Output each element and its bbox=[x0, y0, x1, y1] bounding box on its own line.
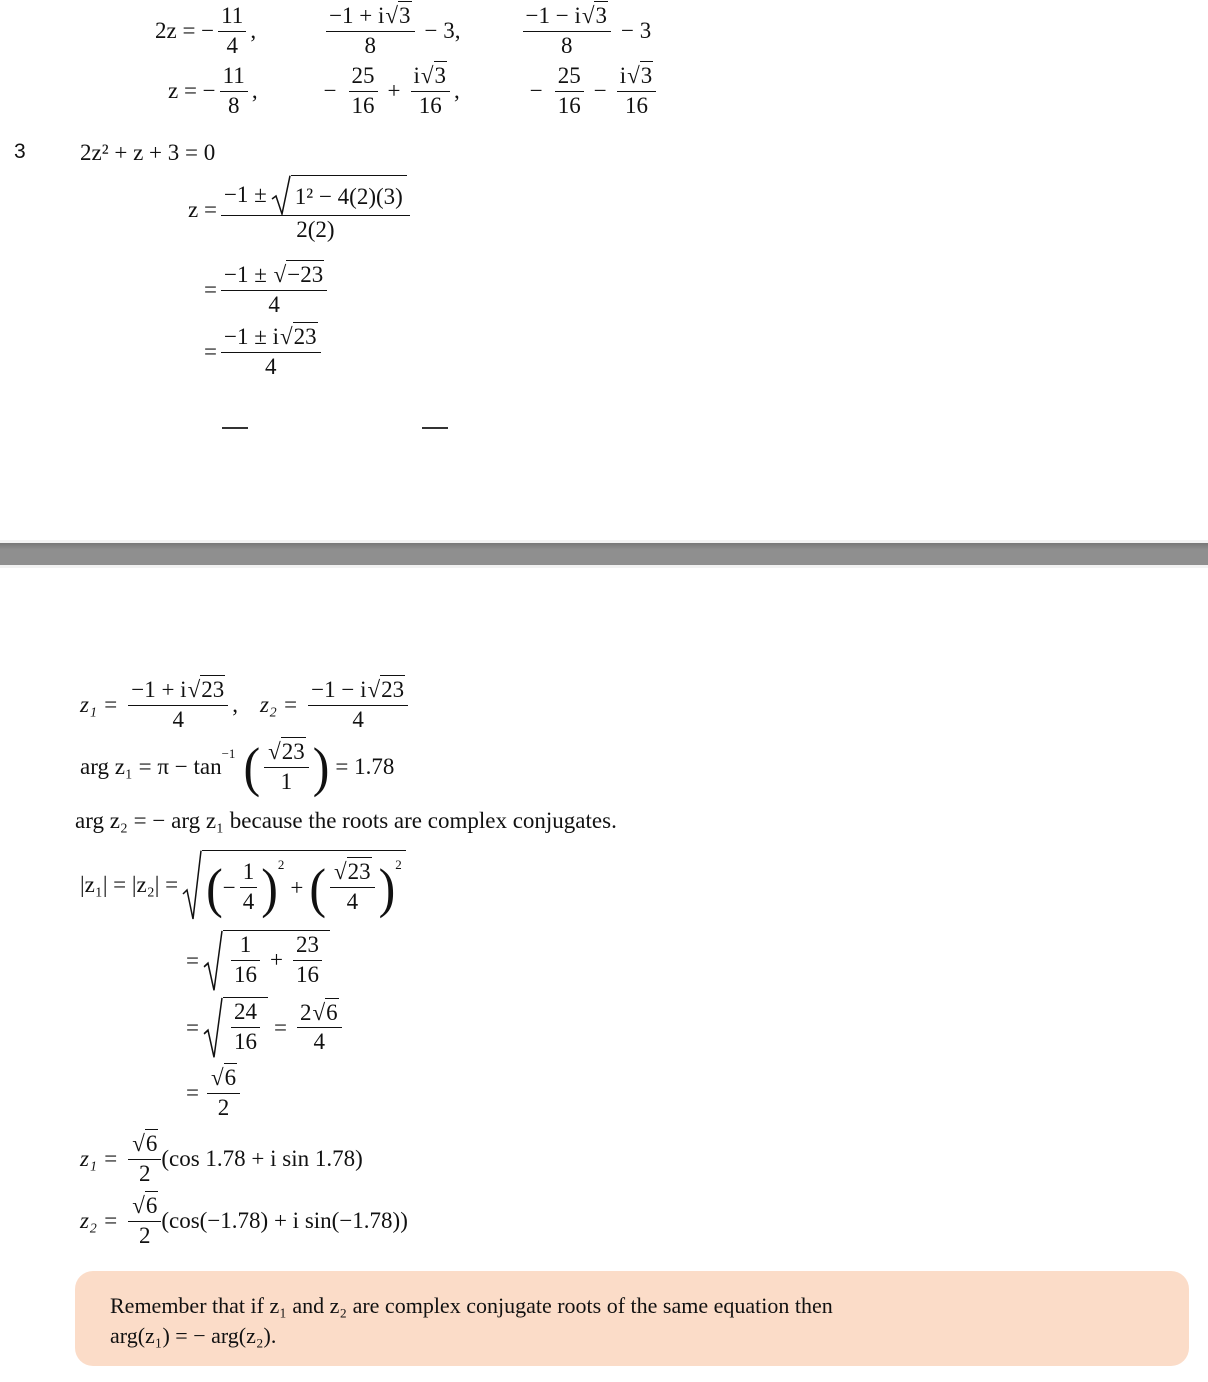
math-token: 23 bbox=[293, 931, 322, 961]
math-token: 11 bbox=[220, 62, 248, 92]
math-token: 25 bbox=[349, 62, 378, 92]
radical-sign-icon bbox=[271, 175, 291, 215]
lhs: z = − bbox=[168, 78, 216, 104]
math-token: √ bbox=[627, 63, 640, 88]
math-token: 3 bbox=[640, 63, 653, 88]
math-token: z₂ = bbox=[259, 692, 299, 718]
comma: , bbox=[454, 78, 460, 104]
math-token: √ bbox=[312, 999, 326, 1025]
sign: − bbox=[323, 78, 337, 104]
math-token: − bbox=[222, 874, 236, 900]
lhs: 2z = − bbox=[155, 18, 215, 44]
roots-row bbox=[80, 676, 412, 735]
page-separator bbox=[0, 540, 1208, 568]
radical-sign-icon bbox=[203, 930, 223, 992]
math-token: 3 bbox=[399, 3, 411, 28]
math-token: 3 bbox=[434, 63, 447, 88]
math-token: 2 bbox=[395, 857, 402, 872]
math-token: z₁ = bbox=[80, 692, 119, 718]
math-token bbox=[0, 543, 1208, 565]
math-token bbox=[128, 1192, 161, 1251]
fraction bbox=[220, 62, 248, 121]
fraction bbox=[308, 676, 408, 735]
math-token: 4 bbox=[265, 353, 277, 379]
math-token: z₂ = bbox=[80, 1208, 119, 1234]
math-token: = 1.78 bbox=[335, 754, 395, 780]
fraction bbox=[221, 175, 410, 245]
modulus-step-1 bbox=[186, 930, 330, 992]
math-token: = bbox=[186, 1014, 199, 1040]
math-token bbox=[231, 998, 260, 1057]
math-token bbox=[128, 1130, 161, 1189]
math-token bbox=[231, 931, 260, 990]
math-token bbox=[207, 1064, 240, 1094]
math-token: (cos(−1.78) + i sin(−1.78)) bbox=[161, 1208, 408, 1234]
math-token bbox=[221, 175, 410, 216]
reminder-line-2: arg(z₁) = − arg(z₂). bbox=[110, 1323, 277, 1348]
math-token bbox=[221, 261, 327, 291]
bracket: ( bbox=[309, 856, 327, 919]
math-token: 1² − 4(2)(3) bbox=[291, 175, 407, 215]
math-token: 6 bbox=[326, 999, 338, 1025]
math-token: √ bbox=[334, 859, 347, 885]
radical-sign-icon bbox=[204, 998, 222, 1057]
radical-sign-icon bbox=[204, 931, 222, 990]
sqrt bbox=[203, 930, 330, 992]
math-token: = bbox=[273, 1014, 287, 1040]
math-token bbox=[202, 850, 406, 920]
fraction bbox=[128, 676, 228, 735]
math-token bbox=[128, 676, 228, 706]
math-token: 16 bbox=[233, 961, 257, 987]
fraction bbox=[297, 999, 342, 1058]
math-token: 23 bbox=[201, 677, 225, 702]
math-token: √ bbox=[132, 1193, 145, 1218]
math-token: 11 bbox=[218, 2, 246, 32]
math-token: 1 bbox=[231, 931, 260, 961]
math-token: √ bbox=[210, 1065, 224, 1090]
math-token: −1 + i bbox=[329, 3, 385, 28]
radical-sign-icon bbox=[203, 997, 223, 1059]
fraction bbox=[330, 858, 375, 917]
modulus-result bbox=[186, 1064, 244, 1123]
fraction bbox=[218, 2, 246, 61]
modulus-step-2 bbox=[186, 997, 346, 1059]
fraction bbox=[207, 1064, 240, 1123]
term: − 3, bbox=[424, 18, 461, 44]
bracket: ) bbox=[312, 736, 330, 799]
math-token: 8 bbox=[227, 92, 240, 118]
comma: , bbox=[251, 78, 258, 104]
math-token: 1 bbox=[280, 768, 293, 794]
math-token: 4 bbox=[352, 706, 364, 732]
term: − 3 bbox=[620, 18, 652, 44]
math-token bbox=[326, 2, 414, 32]
fraction bbox=[555, 62, 584, 121]
math-token: 23 bbox=[347, 859, 371, 885]
math-token: |z₁| = |z₂| = bbox=[80, 872, 179, 897]
math-token: 4 bbox=[226, 32, 238, 58]
sqrt bbox=[271, 175, 407, 215]
radical-sign-icon bbox=[272, 176, 290, 214]
math-token: 16 bbox=[418, 92, 442, 118]
math-token: √ bbox=[132, 1131, 145, 1156]
math-token: 16 bbox=[557, 92, 581, 118]
math-token bbox=[617, 62, 657, 92]
math-token: −1 − i bbox=[525, 3, 581, 28]
math-token bbox=[523, 2, 611, 32]
math-token: 23 bbox=[281, 739, 305, 764]
modulus-row bbox=[80, 850, 406, 920]
math-token bbox=[128, 1130, 161, 1160]
math-token: 16 bbox=[295, 961, 319, 987]
fraction bbox=[617, 62, 657, 121]
fraction bbox=[221, 323, 321, 382]
simplify-step-2 bbox=[204, 323, 325, 382]
math-token: −23 bbox=[287, 262, 324, 287]
op: + bbox=[387, 78, 401, 104]
sqrt bbox=[203, 997, 268, 1059]
math-token bbox=[297, 999, 342, 1029]
math-token: 16 bbox=[625, 92, 649, 118]
math-token: , bbox=[232, 692, 238, 718]
math-token: = bbox=[204, 339, 217, 365]
lhs: z = bbox=[188, 196, 217, 222]
blank-line bbox=[422, 427, 448, 429]
sqrt bbox=[182, 850, 406, 920]
math-token: + bbox=[269, 947, 283, 973]
math-token: 16 bbox=[233, 1028, 257, 1054]
math-token: √ bbox=[268, 739, 281, 764]
math-token: −1 ± i bbox=[223, 324, 279, 349]
polar-form-z2 bbox=[80, 1192, 408, 1251]
bracket: ) bbox=[378, 856, 396, 919]
math-token: √ bbox=[581, 3, 595, 28]
math-token: i bbox=[619, 63, 627, 88]
math-token: z₁ = bbox=[80, 1146, 119, 1172]
simplify-step-1 bbox=[204, 261, 331, 320]
math-token: 4 bbox=[172, 706, 184, 732]
reminder-line-1: Remember that if z₁ and z₂ are complex conjugate roots of the same equation then bbox=[110, 1293, 833, 1318]
fraction bbox=[326, 2, 414, 61]
math-token: = bbox=[204, 277, 217, 303]
math-token: 3 bbox=[595, 3, 607, 28]
quadratic-equation: 2z² + z + 3 = 0 bbox=[80, 140, 216, 165]
math-token: 6 bbox=[224, 1065, 237, 1090]
math-token: 25 bbox=[555, 62, 584, 92]
math-token bbox=[223, 930, 330, 992]
math-token: 2 bbox=[139, 1222, 151, 1248]
math-token bbox=[223, 997, 268, 1059]
math-token bbox=[293, 931, 322, 990]
reminder-callout bbox=[75, 1271, 1189, 1366]
bracket: ) bbox=[261, 856, 278, 919]
math-token: 2(2) bbox=[296, 217, 335, 242]
math-token: √ bbox=[420, 63, 434, 88]
math-token bbox=[264, 738, 309, 768]
quadratic-formula-step bbox=[188, 175, 414, 245]
math-token: 4 bbox=[346, 889, 359, 914]
argument-row bbox=[80, 738, 400, 797]
math-token: 1 bbox=[240, 858, 258, 888]
math-token: 8 bbox=[561, 32, 573, 58]
math-token: 6 bbox=[145, 1193, 158, 1218]
polar-form-z1 bbox=[80, 1130, 363, 1189]
math-token bbox=[330, 858, 375, 888]
bracket: ( bbox=[206, 856, 223, 919]
math-token: √ bbox=[187, 677, 201, 702]
math-token: 6 bbox=[145, 1131, 158, 1156]
math-token: 2 bbox=[139, 1160, 151, 1186]
math-token: = bbox=[186, 1080, 199, 1106]
math-token bbox=[308, 676, 408, 706]
math-token: 8 bbox=[364, 32, 377, 58]
math-token: −1 ± bbox=[223, 181, 267, 207]
bracket: ( bbox=[243, 736, 261, 799]
math-token: 24 bbox=[231, 998, 260, 1028]
fraction bbox=[349, 62, 378, 121]
math-token: 4 bbox=[242, 889, 255, 914]
fraction bbox=[523, 2, 611, 61]
math-token: 2 bbox=[299, 999, 312, 1025]
fraction bbox=[240, 858, 258, 917]
math-token: 23 bbox=[293, 324, 317, 349]
equation-row-z bbox=[168, 62, 660, 121]
math-token: 4 bbox=[313, 1029, 326, 1055]
fraction bbox=[411, 62, 451, 121]
math-token: 4 bbox=[268, 291, 280, 317]
math-token: √ bbox=[385, 3, 399, 28]
math-token: 23 bbox=[381, 677, 405, 702]
math-token bbox=[411, 62, 451, 92]
math-token: √ bbox=[367, 677, 381, 702]
math-token: i bbox=[413, 63, 420, 88]
math-token: √ bbox=[273, 262, 287, 287]
math-token: −1 ± bbox=[223, 262, 267, 287]
math-token: √ bbox=[279, 324, 293, 349]
blank-line bbox=[222, 427, 248, 429]
conjugate-statement: arg z₂ = − arg z₁ because the roots are complex conjugates. bbox=[75, 808, 617, 833]
math-token: 2 bbox=[217, 1094, 230, 1120]
math-token: (cos 1.78 + i sin 1.78) bbox=[161, 1146, 363, 1172]
math-token: −1 bbox=[221, 746, 236, 761]
op: − bbox=[593, 78, 607, 104]
fraction bbox=[221, 261, 327, 320]
math-token: −1 − i bbox=[311, 677, 367, 702]
question-number: 3 bbox=[14, 140, 26, 163]
math-token: 2 bbox=[277, 857, 285, 872]
radical-sign-icon bbox=[182, 850, 202, 920]
math-token: + bbox=[290, 874, 304, 900]
math-token: −1 + i bbox=[131, 677, 187, 702]
math-token: arg z₁ = π − tan bbox=[80, 754, 222, 780]
equation-row-2z bbox=[155, 2, 657, 61]
math-token: 16 bbox=[351, 92, 375, 118]
sign: − bbox=[529, 78, 543, 104]
fraction bbox=[264, 738, 309, 797]
math-token bbox=[128, 1192, 161, 1222]
math-token bbox=[221, 323, 321, 353]
comma: , bbox=[250, 18, 257, 44]
radical-sign-icon bbox=[183, 851, 201, 919]
math-token: = bbox=[186, 947, 199, 973]
